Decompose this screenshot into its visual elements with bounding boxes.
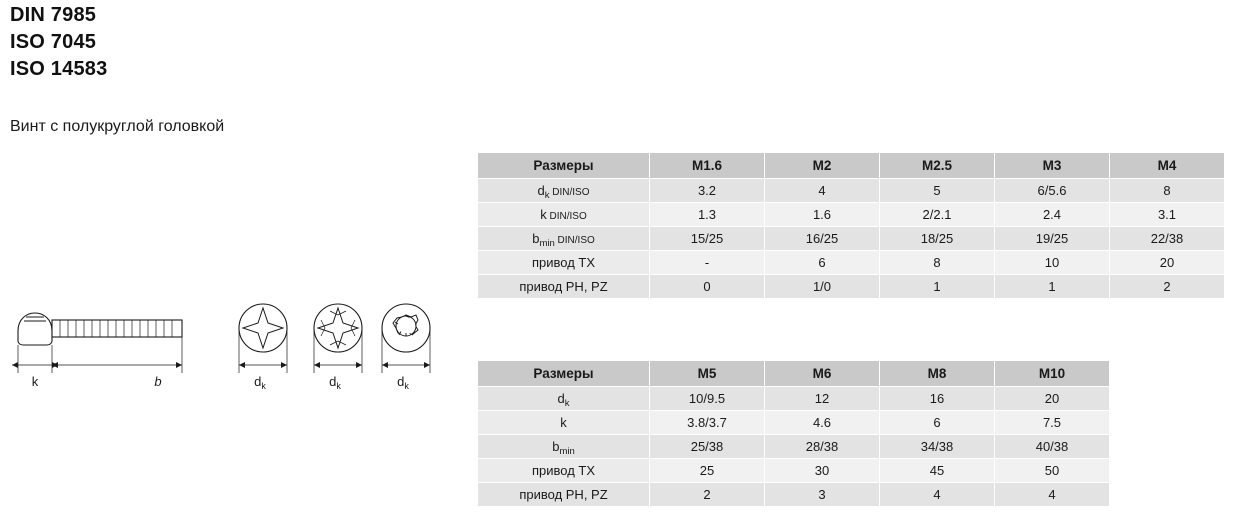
header-cell-dimensions: Размеры xyxy=(478,153,650,179)
cell: 8 xyxy=(880,251,995,275)
row-label-bmin: $b_{min}$ DIN/ISO xyxy=(478,227,650,251)
cell-empty xyxy=(1110,411,1225,435)
cell: 3.8/3.7 xyxy=(650,411,765,435)
row-label-drive-ph-pz: привод PH, PZ xyxy=(478,275,650,299)
cell: 4.6 xyxy=(765,411,880,435)
cell: 5 xyxy=(880,179,995,203)
table-row xyxy=(478,387,1225,411)
cell-empty xyxy=(1110,435,1225,459)
technical-drawing xyxy=(0,265,460,395)
table-row xyxy=(478,251,1225,275)
row-label-k: k xyxy=(478,411,650,435)
cell: 0 xyxy=(650,275,765,299)
cell: 2 xyxy=(650,483,765,507)
header-cell-m10: M10 xyxy=(995,361,1110,387)
table-row xyxy=(478,227,1225,251)
cell: 1 xyxy=(995,275,1110,299)
cell: 3 xyxy=(765,483,880,507)
row-label-dk: $d_k$ xyxy=(478,387,650,411)
cell: 16 xyxy=(880,387,995,411)
table-row xyxy=(478,179,1225,203)
header-cell-m4: M4 xyxy=(1110,153,1225,179)
cell: 4 xyxy=(995,483,1110,507)
cell: 25/38 xyxy=(650,435,765,459)
row-label-drive-ph-pz: привод PH, PZ xyxy=(478,483,650,507)
header-cell-m1-6: M1.6 xyxy=(650,153,765,179)
cell-empty xyxy=(1110,387,1225,411)
cell: 28/38 xyxy=(765,435,880,459)
cell: 1.6 xyxy=(765,203,880,227)
cell: 10/9.5 xyxy=(650,387,765,411)
cell-empty xyxy=(1110,459,1225,483)
cell-empty xyxy=(1110,483,1225,507)
cell: 6 xyxy=(765,251,880,275)
cell: 45 xyxy=(880,459,995,483)
table-row xyxy=(478,203,1225,227)
table-row xyxy=(478,483,1225,507)
cell: 2.4 xyxy=(995,203,1110,227)
dimensions-table-large-sizes xyxy=(477,360,1225,507)
table-header-row xyxy=(478,153,1225,179)
header-cell-m2-5: M2.5 xyxy=(880,153,995,179)
cell: 1/0 xyxy=(765,275,880,299)
cell: 3.1 xyxy=(1110,203,1225,227)
header-cell-m3: M3 xyxy=(995,153,1110,179)
standard-iso-14583: ISO 14583 xyxy=(10,58,108,80)
dim-label-dk-2: $d_k$ xyxy=(329,374,341,391)
cell: 20 xyxy=(995,387,1110,411)
row-label-drive-tx: привод TX xyxy=(478,459,650,483)
cell: 40/38 xyxy=(995,435,1110,459)
header-cell-m6: M6 xyxy=(765,361,880,387)
cell: 10 xyxy=(995,251,1110,275)
cell: 22/38 xyxy=(1110,227,1225,251)
table-row xyxy=(478,459,1225,483)
cell: 2/2.1 xyxy=(880,203,995,227)
standard-din-7985: DIN 7985 xyxy=(10,4,97,26)
cell: 16/25 xyxy=(765,227,880,251)
header-cell-dimensions: Размеры xyxy=(478,361,650,387)
header-cell-empty xyxy=(1110,361,1225,387)
screw-head-outline xyxy=(18,313,52,345)
row-label-drive-tx: привод TX xyxy=(478,251,650,275)
dimensions-table-small-sizes xyxy=(477,152,1225,299)
cell: 3.2 xyxy=(650,179,765,203)
row-label-dk: $d_k$ DIN/ISO xyxy=(478,179,650,203)
row-label-bmin: $b_{min}$ xyxy=(478,435,650,459)
cell: 15/25 xyxy=(650,227,765,251)
cell: 1 xyxy=(880,275,995,299)
header-cell-m5: M5 xyxy=(650,361,765,387)
row-label-k: k DIN/ISO xyxy=(478,203,650,227)
cell: 6/5.6 xyxy=(995,179,1110,203)
cell: 2 xyxy=(1110,275,1225,299)
cell: 25 xyxy=(650,459,765,483)
standards-list xyxy=(10,2,430,83)
screw-shank xyxy=(52,320,182,337)
cell: 1.3 xyxy=(650,203,765,227)
table-header-row xyxy=(478,361,1225,387)
table-row xyxy=(478,435,1225,459)
cell: 7.5 xyxy=(995,411,1110,435)
cell: 6 xyxy=(880,411,995,435)
product-subtitle: Винт с полукруглой головкой xyxy=(10,118,225,135)
cell: 50 xyxy=(995,459,1110,483)
cell: 30 xyxy=(765,459,880,483)
dim-label-b: b xyxy=(154,374,162,389)
cell: 4 xyxy=(880,483,995,507)
cell: 4 xyxy=(765,179,880,203)
standard-iso-7045: ISO 7045 xyxy=(10,31,97,53)
cell: 12 xyxy=(765,387,880,411)
cell: 20 xyxy=(1110,251,1225,275)
dim-label-k: k xyxy=(31,374,39,389)
cell: 34/38 xyxy=(880,435,995,459)
header-cell-m8: M8 xyxy=(880,361,995,387)
cell: 19/25 xyxy=(995,227,1110,251)
dim-label-dk-1: $d_k$ xyxy=(254,374,266,391)
dim-label-dk-3: $d_k$ xyxy=(397,374,409,391)
table-row xyxy=(478,411,1225,435)
cell: - xyxy=(650,251,765,275)
table-row xyxy=(478,275,1225,299)
cell: 8 xyxy=(1110,179,1225,203)
cell: 18/25 xyxy=(880,227,995,251)
header-cell-m2: M2 xyxy=(765,153,880,179)
